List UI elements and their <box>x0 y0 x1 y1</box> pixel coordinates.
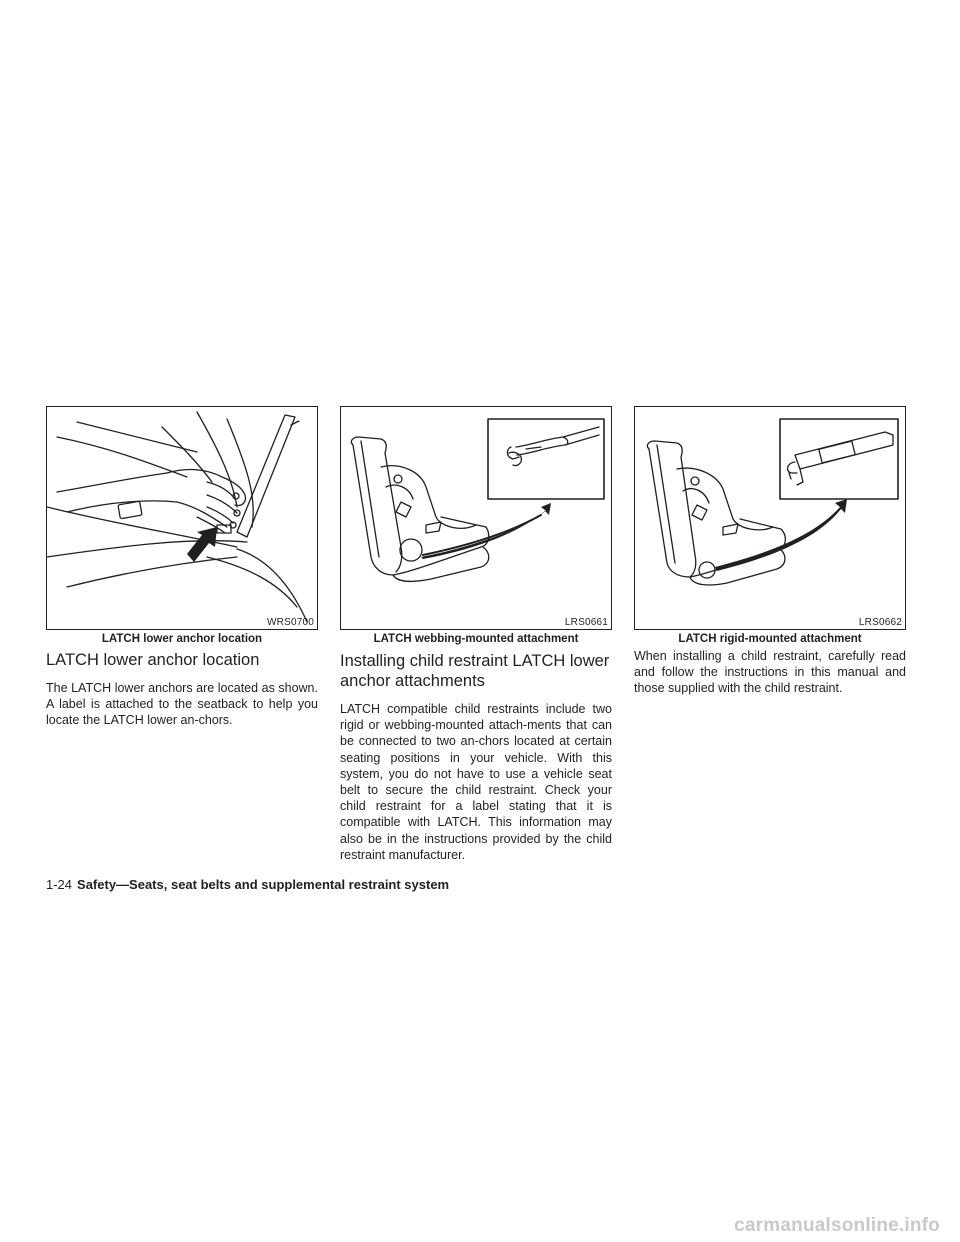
section-body: The LATCH lower anchors are located as shown. A label is attached to the seatback to help you locate the LATCH lower an-chors. <box>46 681 318 728</box>
watermark: carmanualsonline.info <box>734 1215 940 1236</box>
figure-webbing-mounted <box>340 406 612 630</box>
illustration-hand-at-seat <box>47 407 317 629</box>
figure-code: LRS0662 <box>858 617 902 628</box>
column-2 <box>340 406 612 863</box>
figure-rigid-mounted <box>634 406 906 630</box>
chapter-title: Safety—Seats, seat belts and supplemental restraint system <box>77 877 450 892</box>
section-body: When installing a child restraint, carefully read and follow the instructions in this manual and those supplied with the child restraint. <box>634 649 906 696</box>
figure-code: LRS0661 <box>564 617 608 628</box>
page-footer <box>46 877 449 892</box>
illustration-seat-webbing-attachment <box>341 407 611 629</box>
page-number: 1-24 <box>46 877 73 892</box>
section-heading: LATCH lower anchor location <box>46 651 260 669</box>
illustration-seat-rigid-attachment <box>635 407 905 629</box>
figure-lower-anchor-location <box>46 406 318 630</box>
figure-caption: LATCH lower anchor location <box>101 633 263 645</box>
figure-code: WRS0700 <box>267 617 314 628</box>
section-body: LATCH compatible child restraints include two rigid or webbing-mounted attach-ments that can be connected to two an-chors located at certain seating positions in your vehicle. With this system, you do not have to use a vehicle seat belt to secure the child restraint. Check your child restraint for a label stating that it is compatible with LATCH. This information may also be in the instructions provided by the child restraint manufacturer. <box>340 702 612 862</box>
figure-caption: LATCH rigid-mounted attachment <box>678 633 862 645</box>
column-1 <box>46 406 318 729</box>
section-heading: Installing child restraint LATCH lower anchor attachments <box>340 652 610 690</box>
column-3 <box>634 406 906 697</box>
figure-caption: LATCH webbing-mounted attachment <box>373 633 579 645</box>
